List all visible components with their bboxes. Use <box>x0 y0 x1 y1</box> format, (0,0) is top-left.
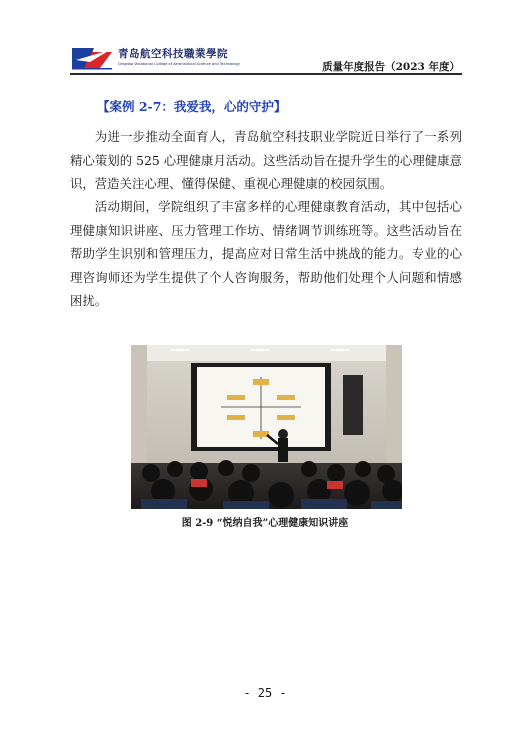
college-name-en: Qingdao Vocational College of Aeronautical Science and Technology <box>118 62 240 66</box>
lecture-photo <box>131 345 402 509</box>
college-name-cn: 青岛航空科技職業學院 <box>118 48 228 60</box>
report-title: 质量年度报告（2023 年度） <box>322 61 460 73</box>
case-title: 【案例 2-7：我爱我，心的守护】 <box>97 99 287 114</box>
college-name <box>118 46 240 66</box>
header-rule <box>70 73 462 75</box>
figure-caption: 图 2-9 “悦纳自我”心理健康知识讲座 <box>181 518 349 529</box>
case-paragraph-1: 为进一步推动全面育人，青岛航空科技职业学院近日举行了一系列精心策划的 525 心理健康月活动。这些活动旨在提升学生的心理健康意识，营造关注心理、懂得保健、重视心理健康的校园氛围。 <box>70 129 462 191</box>
college-logo-icon <box>70 46 114 70</box>
page-number: - 25 - <box>243 686 287 700</box>
case-paragraph-2: 活动期间，学院组织了丰富多样的心理健康教育活动，其中包括心理健康知识讲座、压力管理工作坊、情绪调节训练班等。这些活动旨在帮助学生识别和管理压力，提高应对日常生活中挑战的能力。专业的心理咨询师还为学生提供了个人咨询服务，帮助他们处理个人问题和情感困扰。 <box>70 199 462 308</box>
page-header <box>70 42 462 74</box>
